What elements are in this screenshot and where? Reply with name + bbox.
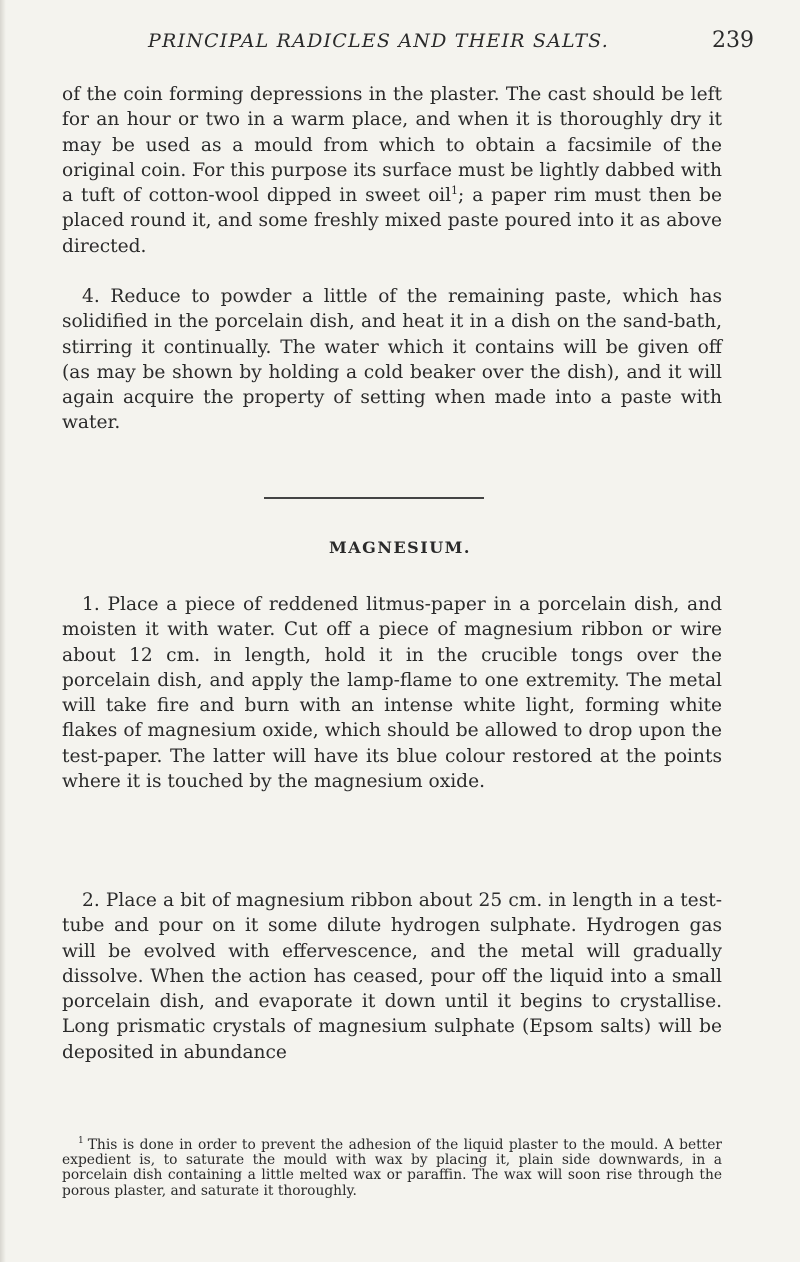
- paragraph-coin-cast: [62, 82, 722, 259]
- paragraph-magnesium-step-1: [62, 592, 722, 794]
- step-number: 4.: [82, 286, 100, 307]
- running-title: PRINCIPAL RADICLES AND THEIR SALTS.: [148, 30, 609, 52]
- paragraph-text: of the coin forming depressions in the plaster. The cast should be left for an hour or two in a warm place, and when it is thoroughly dry it may be used as a mould from which to obtain a facsimile of the original coin. For this purpose its surface must be lightly dabbed with a tuft of cotton-wool dipped in sweet oil: [62, 84, 722, 207]
- paragraph-text-continued: ; a paper rim must then be placed round it, and some freshly mixed paste poured into it as above directed.: [62, 185, 722, 257]
- step-text: Place a bit of magnesium ribbon about 25 cm. in length in a test-tube and pour on it some dilute hydrogen sulphate. Hydrogen gas will be evolved with effervescence, and the metal will gradually dissolve. When the action has ceased, pour off the liquid into a small porcelain dish, and evaporate it down until it begins to crystallise. Long prismatic crystals of magnesium sulphate (Epsom salts) will be deposited in abundance: [62, 890, 722, 1063]
- running-head: [148, 26, 768, 56]
- footnote: [62, 1138, 722, 1199]
- page-number: 239: [712, 28, 754, 53]
- paragraph-magnesium-step-2: [62, 888, 722, 1065]
- footnote-reference: 1: [451, 184, 459, 197]
- paragraph-step-4: [62, 284, 722, 436]
- footnote-text: This is done in order to prevent the adhesion of the liquid plaster to the mould. A better expedient is, to saturate the mould with wax by placing it, plain side downwards, in a porcelain dish containing a little melted wax or paraffin. The wax will soon rise through the porous plaster, and saturate it thoroughly.: [62, 1137, 722, 1199]
- step-text: Place a piece of reddened litmus-paper in a porcelain dish, and moisten it with water. Cut off a piece of magnesium ribbon or wire about 12 cm. in length, hold it in the crucible tongs over the porcelain dish, and apply the lamp-flame to one extremity. The metal will take fire and burn with an intense white light, forming white flakes of magnesium oxide, which should be allowed to drop upon the test-paper. The latter will have its blue colour restored at the points where it is touched by the magnesium oxide.: [62, 594, 722, 793]
- section-heading-magnesium: MAGNESIUM.: [329, 538, 471, 557]
- step-text: Reduce to powder a little of the remaining paste, which has solidified in the porcelain dish, and heat it in a dish on the sand-bath, stirring it continually. The water which it contains will be given off (as may be shown by holding a cold beaker over the dish), and it will again acquire the property of setting when made into a paste with water.: [62, 286, 722, 434]
- page-gutter-shadow: [0, 0, 6, 1262]
- section-divider: [264, 497, 484, 499]
- footnote-marker: 1: [78, 1136, 84, 1147]
- step-number: 2.: [82, 890, 100, 911]
- step-number: 1.: [82, 594, 100, 615]
